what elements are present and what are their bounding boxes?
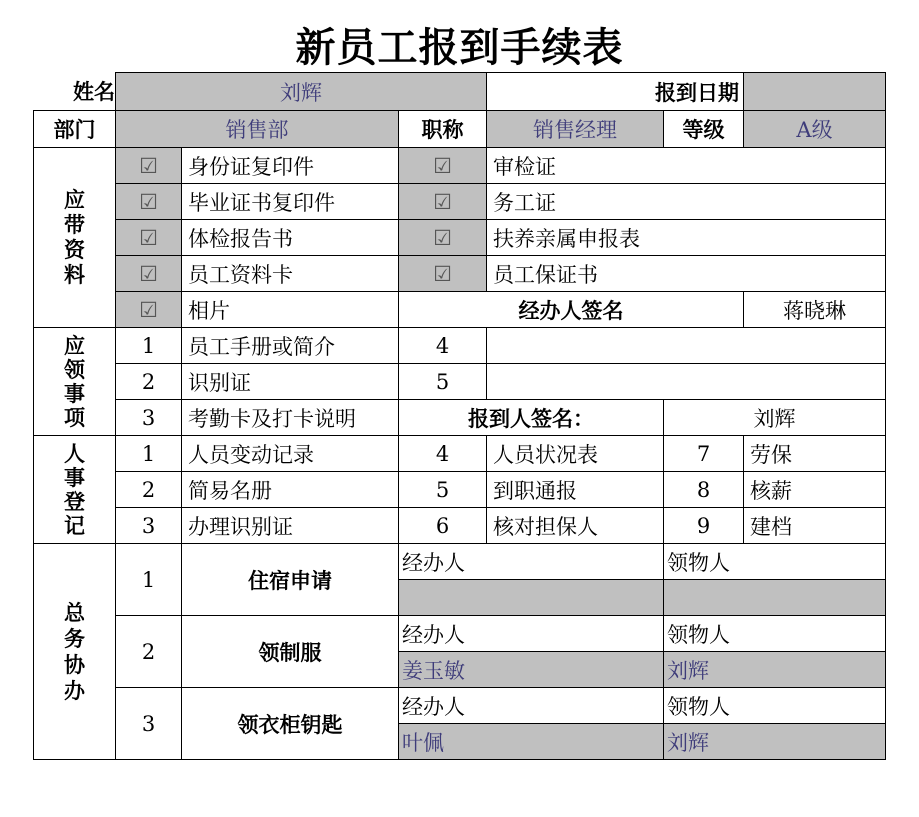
checkbox-doc-9[interactable]: ☑: [399, 256, 487, 292]
position-value[interactable]: 销售经理: [487, 111, 664, 148]
doc-item-1: 身份证复印件: [182, 148, 399, 184]
receiver-label: 领物人: [664, 616, 886, 652]
doc-item-6: 审检证: [487, 148, 886, 184]
doc-item-4: 员工资料卡: [182, 256, 399, 292]
reg-item: 建档: [744, 508, 886, 544]
general-no-3: 3: [116, 688, 182, 760]
general-receiver-1[interactable]: [664, 580, 886, 616]
general-receiver-2[interactable]: 刘辉: [664, 652, 886, 688]
receive-no-2: 2: [116, 364, 182, 400]
name-value[interactable]: 刘辉: [116, 73, 487, 111]
reg-no: 3: [116, 508, 182, 544]
general-no-1: 1: [116, 544, 182, 616]
general-task-1: 住宿申请: [182, 544, 399, 616]
doc-item-7: 务工证: [487, 184, 886, 220]
general-no-2: 2: [116, 616, 182, 688]
general-task-2: 领制服: [182, 616, 399, 688]
general-handler-3[interactable]: 叶佩: [399, 724, 664, 760]
checkbox-doc-5[interactable]: ☑: [116, 292, 182, 328]
checkbox-doc-1[interactable]: ☑: [116, 148, 182, 184]
department-label: 部门: [34, 111, 116, 148]
receiver-label: 领物人: [664, 688, 886, 724]
receive-section-label: 应 领 事 项: [34, 328, 116, 436]
receive-item-4[interactable]: [487, 328, 886, 364]
onboarding-form-table: [33, 72, 886, 760]
receive-item-3: 考勤卡及打卡说明: [182, 400, 399, 436]
name-label: 姓名: [34, 73, 116, 111]
receive-item-2: 识别证: [182, 364, 399, 400]
handler-label: 经办人: [399, 616, 664, 652]
reg-item: 核薪: [744, 472, 886, 508]
reg-no: 6: [399, 508, 487, 544]
reg-no: 1: [116, 436, 182, 472]
doc-item-5: 相片: [182, 292, 399, 328]
receive-item-5[interactable]: [487, 364, 886, 400]
reg-no: 2: [116, 472, 182, 508]
registration-section-label: 人 事 登 记: [34, 436, 116, 544]
handler-label: 经办人: [399, 544, 664, 580]
receive-no-3: 3: [116, 400, 182, 436]
checkbox-doc-6[interactable]: ☑: [399, 148, 487, 184]
reg-item: 人员变动记录: [182, 436, 399, 472]
reg-no: 7: [664, 436, 744, 472]
reg-no: 8: [664, 472, 744, 508]
form-title: 新员工报到手续表: [295, 25, 624, 71]
receiver-label: 领物人: [664, 544, 886, 580]
reg-no: 9: [664, 508, 744, 544]
reg-item: 人员状况表: [487, 436, 664, 472]
checkbox-doc-4[interactable]: ☑: [116, 256, 182, 292]
doc-item-8: 扶养亲属申报表: [487, 220, 886, 256]
grade-label: 等级: [664, 111, 744, 148]
reg-no: 5: [399, 472, 487, 508]
report-date-label: 报到日期: [487, 73, 744, 111]
docs-section-label: 应 带 资 料: [34, 148, 116, 328]
receive-no-1: 1: [116, 328, 182, 364]
department-value[interactable]: 销售部: [116, 111, 399, 148]
doc-item-9: 员工保证书: [487, 256, 886, 292]
reporter-sign-value[interactable]: 刘辉: [664, 400, 886, 436]
reg-item: 劳保: [744, 436, 886, 472]
reg-item: 到职通报: [487, 472, 664, 508]
general-handler-2[interactable]: 姜玉敏: [399, 652, 664, 688]
reg-item: 简易名册: [182, 472, 399, 508]
handler-sign-value[interactable]: 蒋晓琳: [744, 292, 886, 328]
checkbox-doc-8[interactable]: ☑: [399, 220, 487, 256]
receive-no-4: 4: [399, 328, 487, 364]
general-section-label: 总 务 协 办: [34, 544, 116, 760]
reg-no: 4: [399, 436, 487, 472]
doc-item-3: 体检报告书: [182, 220, 399, 256]
grade-value[interactable]: A级: [744, 111, 886, 148]
checkbox-doc-3[interactable]: ☑: [116, 220, 182, 256]
reporter-sign-label: 报到人签名：: [399, 400, 664, 436]
report-date-value[interactable]: [744, 73, 886, 111]
checkbox-doc-7[interactable]: ☑: [399, 184, 487, 220]
reg-item: 办理识别证: [182, 508, 399, 544]
checkbox-doc-2[interactable]: ☑: [116, 184, 182, 220]
general-task-3: 领衣柜钥匙: [182, 688, 399, 760]
general-handler-1[interactable]: [399, 580, 664, 616]
reg-item: 核对担保人: [487, 508, 664, 544]
position-label: 职称: [399, 111, 487, 148]
handler-sign-label: 经办人签名: [399, 292, 744, 328]
receive-item-1: 员工手册或简介: [182, 328, 399, 364]
handler-label: 经办人: [399, 688, 664, 724]
receive-no-5: 5: [399, 364, 487, 400]
general-receiver-3[interactable]: 刘辉: [664, 724, 886, 760]
doc-item-2: 毕业证书复印件: [182, 184, 399, 220]
